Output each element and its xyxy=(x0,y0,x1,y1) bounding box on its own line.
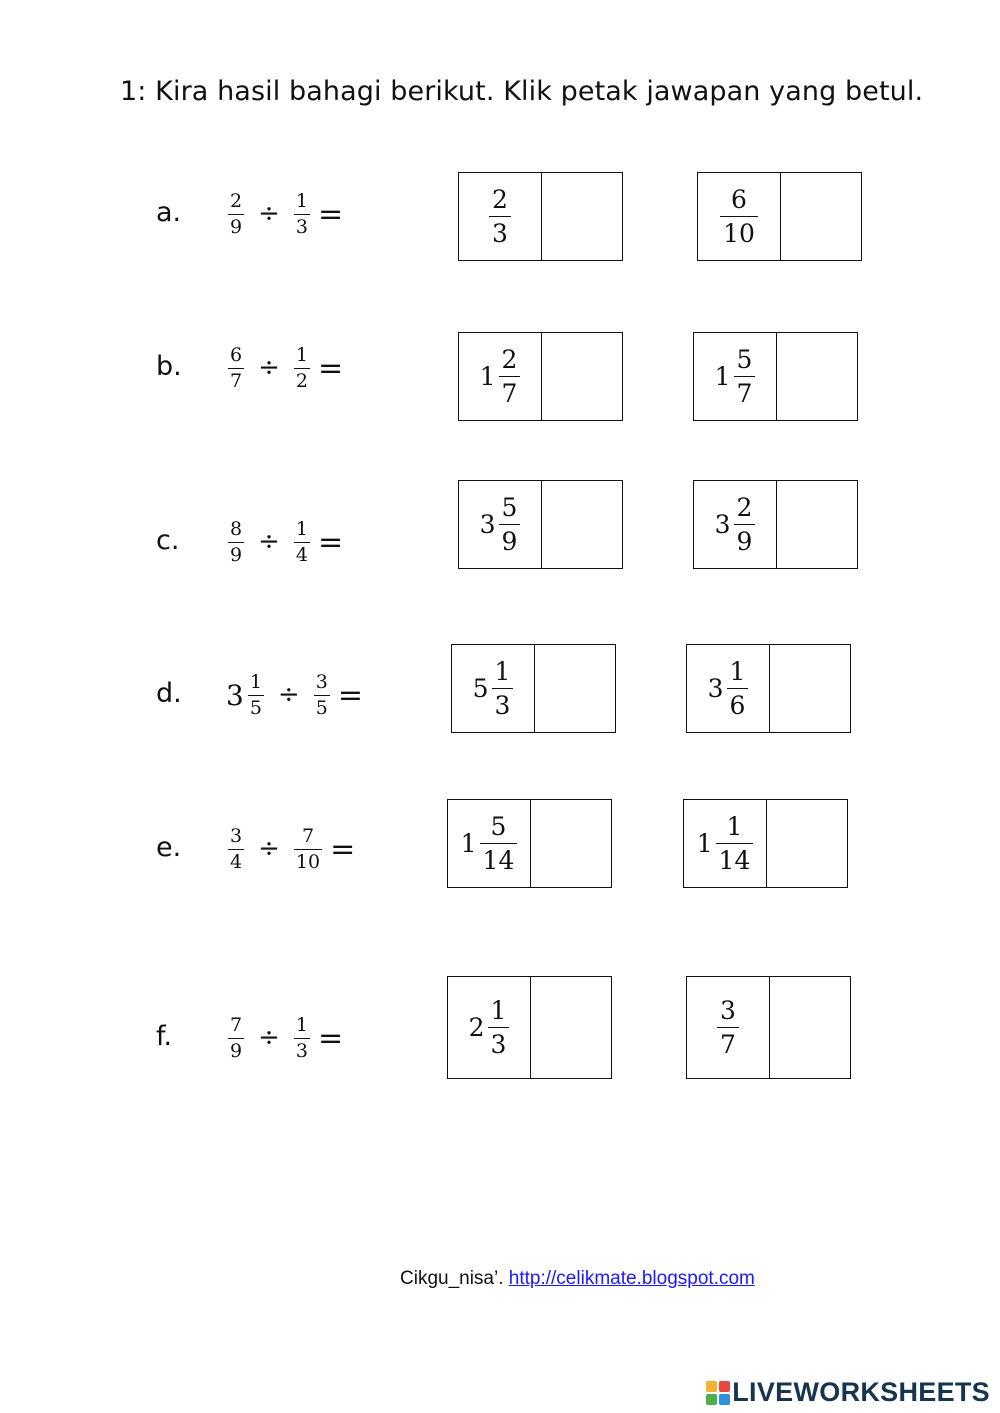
divisor-fraction xyxy=(314,670,330,719)
denominator: 9 xyxy=(736,527,753,556)
answer-option-e-1[interactable] xyxy=(447,799,612,888)
blog-link[interactable]: http://celikmate.blogspot.com xyxy=(508,1268,755,1289)
numerator: 2 xyxy=(501,345,518,374)
logo-square-red xyxy=(719,1381,730,1392)
numerator: 5 xyxy=(490,812,507,841)
numerator: 2 xyxy=(492,185,508,214)
denominator: 14 xyxy=(718,846,751,875)
answer-checkbox[interactable] xyxy=(542,333,622,420)
denominator: 3 xyxy=(295,215,308,238)
answer-value xyxy=(687,977,770,1078)
whole-number: 3 xyxy=(714,510,731,539)
denominator: 9 xyxy=(230,1039,243,1062)
question-label-a: a. xyxy=(156,197,182,228)
answer-option-e-2[interactable] xyxy=(683,799,848,888)
answer-value xyxy=(698,173,781,260)
whole-number: 3 xyxy=(479,510,496,539)
dividend-fraction xyxy=(228,1013,244,1062)
question-label-b: b. xyxy=(156,351,182,382)
answer-option-b-2[interactable] xyxy=(693,332,858,421)
division-sign: ÷ xyxy=(258,199,280,229)
denominator: 7 xyxy=(230,369,243,392)
denominator: 10 xyxy=(723,219,755,248)
numerator: 3 xyxy=(720,996,736,1025)
answer-checkbox[interactable] xyxy=(770,977,850,1078)
question-expression-c xyxy=(226,512,343,572)
numerator: 1 xyxy=(726,812,743,841)
brand-name: LIVEWORKSHEETS xyxy=(732,1377,990,1407)
question-expression-a xyxy=(226,184,343,244)
question-label-d: d. xyxy=(156,678,182,709)
equals-sign: = xyxy=(317,1020,344,1056)
division-sign: ÷ xyxy=(258,353,280,383)
denominator: 7 xyxy=(501,379,518,408)
answer-value xyxy=(448,800,531,887)
denominator: 14 xyxy=(482,846,515,875)
answer-checkbox[interactable] xyxy=(770,645,850,732)
whole-number: 1 xyxy=(714,362,731,391)
answer-value xyxy=(459,333,542,420)
answer-option-d-1[interactable] xyxy=(451,644,616,733)
denominator: 5 xyxy=(249,696,262,719)
denominator: 3 xyxy=(492,219,508,248)
numerator: 2 xyxy=(736,493,753,522)
question-label-f: f. xyxy=(156,1021,173,1052)
division-sign: ÷ xyxy=(258,834,280,864)
numerator: 1 xyxy=(490,996,507,1025)
worksheet-title: 1: Kira hasil bahagi berikut. Klik petak jawapan yang betul. xyxy=(120,76,924,107)
denominator: 6 xyxy=(729,691,746,720)
equals-sign: = xyxy=(330,831,356,867)
denominator: 2 xyxy=(295,369,308,392)
denominator: 4 xyxy=(230,850,243,873)
question-expression-b xyxy=(226,338,343,398)
denominator: 5 xyxy=(315,696,328,719)
numerator: 1 xyxy=(295,189,308,212)
answer-checkbox[interactable] xyxy=(535,645,615,732)
divisor-fraction xyxy=(294,343,310,392)
numerator: 7 xyxy=(230,1013,243,1036)
logo-square-blue xyxy=(719,1394,730,1405)
dividend-fraction xyxy=(248,670,264,719)
equals-sign: = xyxy=(317,350,344,386)
answer-value xyxy=(459,481,542,568)
denominator: 7 xyxy=(720,1030,736,1059)
dividend-fraction xyxy=(228,517,244,566)
answer-option-b-1[interactable] xyxy=(458,332,623,421)
numerator: 1 xyxy=(295,1013,308,1036)
answer-checkbox[interactable] xyxy=(542,481,622,568)
divisor-fraction xyxy=(294,517,310,566)
question-expression-d xyxy=(226,665,363,725)
answer-value xyxy=(684,800,767,887)
logo-square-green xyxy=(706,1394,717,1405)
whole-number: 3 xyxy=(707,674,724,703)
answer-option-d-2[interactable] xyxy=(686,644,851,733)
answer-value xyxy=(448,977,531,1078)
answer-value xyxy=(459,173,542,260)
divisor-fraction xyxy=(294,189,310,238)
division-sign: ÷ xyxy=(258,527,280,557)
denominator: 3 xyxy=(295,1039,308,1062)
footer-credit xyxy=(400,1268,755,1290)
numerator: 1 xyxy=(295,517,308,540)
denominator: 3 xyxy=(490,1030,507,1059)
answer-checkbox[interactable] xyxy=(531,977,611,1078)
whole-number: 5 xyxy=(472,674,489,703)
numerator: 1 xyxy=(295,343,308,366)
denominator: 9 xyxy=(230,543,243,566)
answer-option-c-1[interactable] xyxy=(458,480,623,569)
question-label-c: c. xyxy=(156,525,180,556)
whole-number: 1 xyxy=(696,829,713,858)
equals-sign: = xyxy=(337,677,363,713)
answer-checkbox[interactable] xyxy=(542,173,622,260)
logo-square-yellow xyxy=(706,1381,717,1392)
divisor-fraction xyxy=(294,1013,310,1062)
answer-value xyxy=(694,333,777,420)
numerator: 8 xyxy=(230,517,243,540)
division-sign: ÷ xyxy=(258,1023,280,1053)
numerator: 1 xyxy=(249,670,262,693)
dividend-fraction xyxy=(228,824,244,873)
answer-option-f-2[interactable] xyxy=(686,976,851,1079)
answer-checkbox[interactable] xyxy=(531,800,611,887)
whole-number: 2 xyxy=(468,1013,485,1042)
liveworksheets-logo-icon xyxy=(706,1381,730,1405)
answer-checkbox[interactable] xyxy=(777,481,857,568)
dividend-whole: 3 xyxy=(226,678,244,712)
denominator: 7 xyxy=(736,379,753,408)
numerator: 5 xyxy=(501,493,518,522)
answer-checkbox[interactable] xyxy=(781,173,861,260)
author-name: Cikgu_nisa’. xyxy=(400,1268,509,1289)
answer-value xyxy=(687,645,770,732)
question-expression-f xyxy=(226,1008,343,1068)
question-expression-e xyxy=(226,819,355,879)
numerator: 6 xyxy=(230,343,243,366)
numerator: 3 xyxy=(315,670,328,693)
whole-number: 1 xyxy=(460,829,477,858)
equals-sign: = xyxy=(317,196,344,232)
numerator: 6 xyxy=(731,185,747,214)
denominator: 10 xyxy=(295,850,321,873)
dividend-fraction xyxy=(228,343,244,392)
divisor-fraction xyxy=(294,824,322,873)
division-sign: ÷ xyxy=(277,680,300,710)
denominator: 3 xyxy=(494,691,511,720)
denominator: 9 xyxy=(230,215,243,238)
answer-option-f-1[interactable] xyxy=(447,976,612,1079)
answer-checkbox[interactable] xyxy=(767,800,847,887)
liveworksheets-brand[interactable] xyxy=(706,1377,990,1408)
dividend-fraction xyxy=(228,189,244,238)
answer-option-a-1[interactable] xyxy=(458,172,623,261)
numerator: 3 xyxy=(230,824,243,847)
numerator: 2 xyxy=(230,189,243,212)
whole-number: 1 xyxy=(479,362,496,391)
denominator: 4 xyxy=(295,543,308,566)
numerator: 1 xyxy=(729,657,746,686)
answer-value xyxy=(694,481,777,568)
answer-option-a-2[interactable] xyxy=(697,172,862,261)
numerator: 7 xyxy=(301,824,315,847)
answer-value xyxy=(452,645,535,732)
answer-option-c-2[interactable] xyxy=(693,480,858,569)
equals-sign: = xyxy=(317,524,344,560)
numerator: 1 xyxy=(494,657,511,686)
question-label-e: e. xyxy=(156,832,182,863)
numerator: 5 xyxy=(736,345,753,374)
answer-checkbox[interactable] xyxy=(777,333,857,420)
denominator: 9 xyxy=(501,527,518,556)
